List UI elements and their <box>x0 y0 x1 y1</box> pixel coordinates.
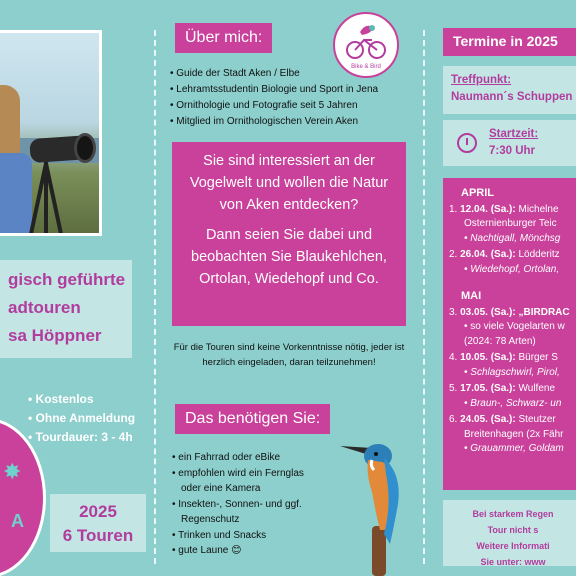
kingfisher-illustration <box>332 434 422 576</box>
bird-logo-icon <box>344 20 388 60</box>
start-time-box <box>443 120 576 166</box>
needs-list <box>172 450 312 559</box>
schedule-entry: 1. 12.04. (Sa.): Michelne <box>449 203 559 215</box>
logo-text: Bike & Bird <box>351 64 381 70</box>
column-divider-left <box>154 30 156 564</box>
prerequisites-note: Für die Touren sind keine Vorkenntnisse nötig, jeder ist herzlich eingeladen, daran teilzunehmen! <box>173 342 405 368</box>
about-item: • Guide der Stadt Aken / Elbe <box>170 66 378 82</box>
schedule-heading: Termine in 2025 <box>443 28 576 56</box>
guide-photo <box>0 30 102 236</box>
needs-item: • ein Fahrrad oder eBike <box>172 450 312 466</box>
about-heading: Über mich: <box>175 23 272 53</box>
column-divider-right <box>423 30 425 564</box>
feature-item: • Tourdauer: 3 - 4h <box>28 428 135 447</box>
feature-list <box>28 390 135 447</box>
about-list <box>170 66 378 130</box>
feature-item: • Kostenlos <box>28 390 135 409</box>
meeting-place: Naumann´s Schuppen <box>451 91 573 103</box>
needs-item: • Insekten-, Sonnen- und ggf. Regenschutz <box>172 497 312 528</box>
year-label: 2025 <box>79 502 117 521</box>
weather-info-box: Bei starkem Regen Tour nicht s Weitere Informati Sie unter: www <box>443 500 576 566</box>
invitation-question: Sie sind interessiert an der Vogelwelt und wollen die Natur von Aken entdecken? <box>189 153 389 213</box>
needs-item: • empfohlen wird ein Fernglas oder eine Kamera <box>172 466 312 497</box>
needs-item: • gute Laune 😊 <box>172 543 312 559</box>
invitation-box <box>172 142 406 326</box>
invitation-text: Dann seien Sie dabei und beobachten Sie Blaukehlchen, Ortolan, Wiedehopf und Co. <box>191 227 387 287</box>
about-item: • Lehramtsstudentin Biologie und Sport in Jena <box>170 82 378 98</box>
schedule-entry: 2. 26.04. (Sa.): Lödderitz <box>449 249 560 260</box>
meeting-point-box <box>443 66 576 114</box>
about-item: • Mitglied im Ornithologischen Verein Aken <box>170 114 378 130</box>
month-label: MAI <box>461 290 482 302</box>
start-time: 7:30 Uhr <box>489 145 536 157</box>
start-label: Startzeit: <box>489 128 539 140</box>
needs-item: • Trinken und Snacks <box>172 528 312 544</box>
sun-icon: ✸ <box>3 459 22 484</box>
schedule-entry: 4. 10.05. (Sa.): Bürger S <box>449 352 558 363</box>
tour-count: 6 Touren <box>62 526 134 545</box>
feature-item: • Ohne Anmeldung <box>28 409 135 428</box>
tour-schedule: APRIL 1. 12.04. (Sa.): Michelne Osternienburger Teic • Nachtigall, Mönchsg 2. 26.04. (Sa.): Lödderitz • Wiedehopf, Ortolan, MAI 3. 03.05. (Sa.): „BIRDRAC • so viele Vogelarten w (2024: 78 Arten) 4. 10.05. (Sa.): Bürger S • Schlagschwirl, Pirol, 5. 17.05. (Sa.): Wulfene • Braun-, Schwarz- un 6. 24.05. (Sa.): Steutzer Breitenhagen (2x Fähr • Grauammer, Goldam <box>443 178 576 490</box>
tour-title: gisch geführte adtouren sa Höppner <box>0 260 132 358</box>
badge-letter: A <box>11 511 24 531</box>
about-item: • Ornithologie und Fotografie seit 5 Jahren <box>170 98 378 114</box>
schedule-entry: 5. 17.05. (Sa.): Wulfene <box>449 383 556 394</box>
website-link[interactable]: www <box>524 557 546 566</box>
schedule-entry: 6. 24.05. (Sa.): Steutzer <box>449 414 556 425</box>
clock-icon <box>457 133 477 153</box>
needs-heading: Das benötigen Sie: <box>175 404 330 434</box>
meeting-label: Treffpunkt: <box>451 74 512 86</box>
year-box <box>50 494 146 552</box>
month-label: APRIL <box>461 187 494 199</box>
schedule-entry: 3. 03.05. (Sa.): „BIRDRAC <box>449 306 570 318</box>
